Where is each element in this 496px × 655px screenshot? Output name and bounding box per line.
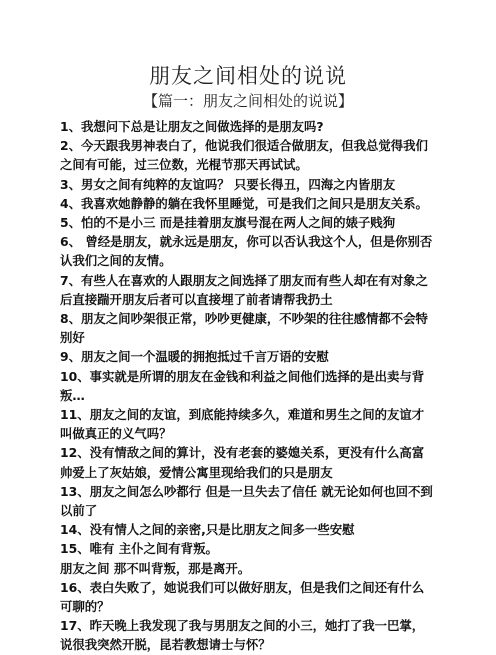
text-line: 4、我喜欢她静静的躺在我怀里睡觉，可是我们之间只是朋友关系。	[60, 195, 428, 211]
text-line: 帅爱上了灰姑娘，爱情公寓里现给我们的只是朋友	[60, 464, 333, 480]
text-line: 后直接踹开朋友后者可以直接埋了前者请帮我扔土	[60, 291, 333, 307]
text-line: 叛…	[60, 387, 85, 403]
text-line: 17、昨天晚上我发现了我与男朋友之间的小三，她打了我一巴掌，	[60, 618, 425, 634]
text-line: 14、没有情人之间的亲密,只是比朋友之间多一些安慰	[60, 522, 355, 538]
text-line: 13、朋友之间怎么吵都行 但是一旦失去了信任 就无论如何也回不到	[60, 483, 433, 499]
document-body	[60, 117, 440, 655]
text-line: 9、朋友之间一个温暖的拥抱抵过千言万语的安慰	[60, 349, 329, 365]
text-line: 之间有可能，过三位数，光棍节那天再试试。	[60, 157, 308, 173]
text-line: 16、表白失败了，她说我们可以做好朋友，但是我们之间还有什么	[60, 579, 425, 595]
document-title: 朋友之间相处的说说	[149, 64, 347, 88]
text-line: 7、有些人在喜欢的人跟朋友之间选择了朋友而有些人却在有对象之	[60, 272, 428, 288]
text-line: 别好	[60, 330, 85, 346]
text-line: 叫做真正的义气吗？	[60, 426, 172, 442]
text-line: 以前了	[60, 503, 98, 519]
text-line: 6、 曾经是朋友，就永远是朋友，你可以否认我这个人，但是你别否	[60, 234, 433, 250]
text-line: 11、朋友之间的友谊，到底能持续多久，难道和男生之间的友谊才	[60, 407, 425, 423]
text-line: 10、事实就是所谓的朋友在金钱和利益之间他们选择的是出卖与背	[60, 368, 425, 384]
text-line: 15、唯有 主仆之间有背叛。	[60, 541, 218, 557]
text-line: 说很我突然开脱，昆若教想请士与怀？	[60, 637, 271, 653]
text-line: 1、我想问下总是让朋友之间做选择的是朋友吗?	[60, 119, 324, 134]
text-line: 12、没有情敌之间的算计，没有老套的婆媳关系，更没有什么高富	[60, 445, 425, 461]
text-line: 朋友之间 那不叫背叛，那是离开。	[60, 560, 251, 576]
text-line: 可聊的？	[60, 599, 110, 615]
text-line: 认我们之间的友情。	[60, 253, 172, 269]
text-line: 3、男女之间有纯粹的友谊吗？ 只要长得丑，四海之内皆朋友	[60, 176, 396, 192]
document-subtitle: 【篇一：朋友之间相处的说说】	[142, 92, 353, 110]
text-line: 8、朋友之间吵架很正常，吵吵更健康，不吵架的往往感情都不会特	[60, 311, 428, 327]
text-line: 2、今天跟我男神表白了，他说我们很适合做朋友，但我总觉得我们	[60, 138, 428, 154]
text-line: 5、怕的不是小三 而是挂着朋友旗号混在两人之间的婊子贱狗	[60, 215, 396, 231]
